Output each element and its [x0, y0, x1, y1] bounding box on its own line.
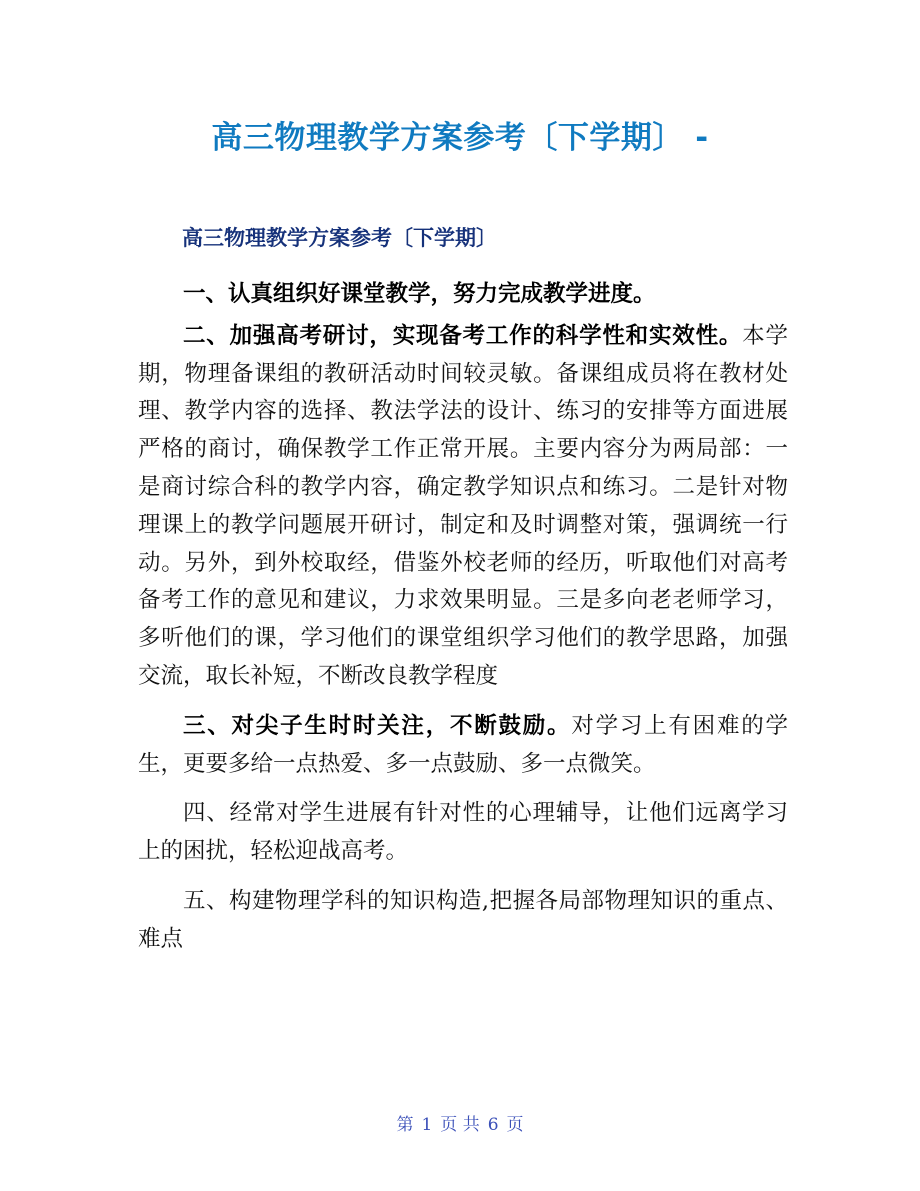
paragraph-1 — [138, 276, 788, 314]
paragraph-text: 五、构建物理学科的知识构造,把握各局部物理知识的重点、难点 — [138, 887, 788, 952]
paragraph-5 — [138, 883, 788, 959]
footer-middle: 页 共 — [440, 1115, 480, 1135]
footer-suffix: 页 — [506, 1115, 524, 1135]
document-title: 高三物理教学方案参考〔下学期〕 - — [211, 120, 709, 156]
paragraph-3 — [138, 708, 788, 784]
paragraph-4 — [138, 795, 788, 871]
page-footer — [0, 1113, 920, 1137]
document-body — [138, 276, 788, 963]
paragraph-lead: 二、加强高考研讨，实现备考工作的科学性和实效性。 — [183, 322, 743, 349]
footer-total-pages: 6 — [487, 1115, 499, 1135]
paragraph-text: 四、经常对学生进展有针对性的心理辅导，让他们远离学习上的困扰，轻松迎战高考。 — [138, 800, 788, 865]
footer-page-number: 1 — [421, 1115, 433, 1135]
paragraph-lead: 三、对尖子生时时关注，不断鼓励。 — [183, 712, 572, 739]
paragraph-lead: 一、认真组织好课堂教学，努力完成教学进度。 — [183, 281, 656, 307]
paragraph-text: 本学期，物理备课组的教研活动时间较灵敏。备课组成员将在教材处理、教学内容的选择、教法学法的设计、练习的安排等方面进展严格的商讨，确保教学工作正常开展。主要内容分为两局部：一是商讨综合科的教学内容，确定教学知识点和练习。二是针对物理课上的教学问题展开研讨，制定和及时调整对策，强调统一行动。另外，到外校取经，借鉴外校老师的经历，听取他们对高考备考工作的意见和建议，力求效果明显。三是多向老老师学习，多听他们的课，学习他们的课堂组织学习他们的教学思路，加强交流，取长补短，不断改良教学程度 — [138, 322, 788, 689]
paragraph-text: 对学习上有困难的学生，更要多给一点热爱、多一点鼓励、多一点微笑。 — [138, 712, 788, 777]
document-subtitle: 高三物理教学方案参考〔下学期〕 — [182, 226, 497, 250]
paragraph-2 — [138, 318, 788, 696]
footer-prefix: 第 — [396, 1115, 414, 1135]
